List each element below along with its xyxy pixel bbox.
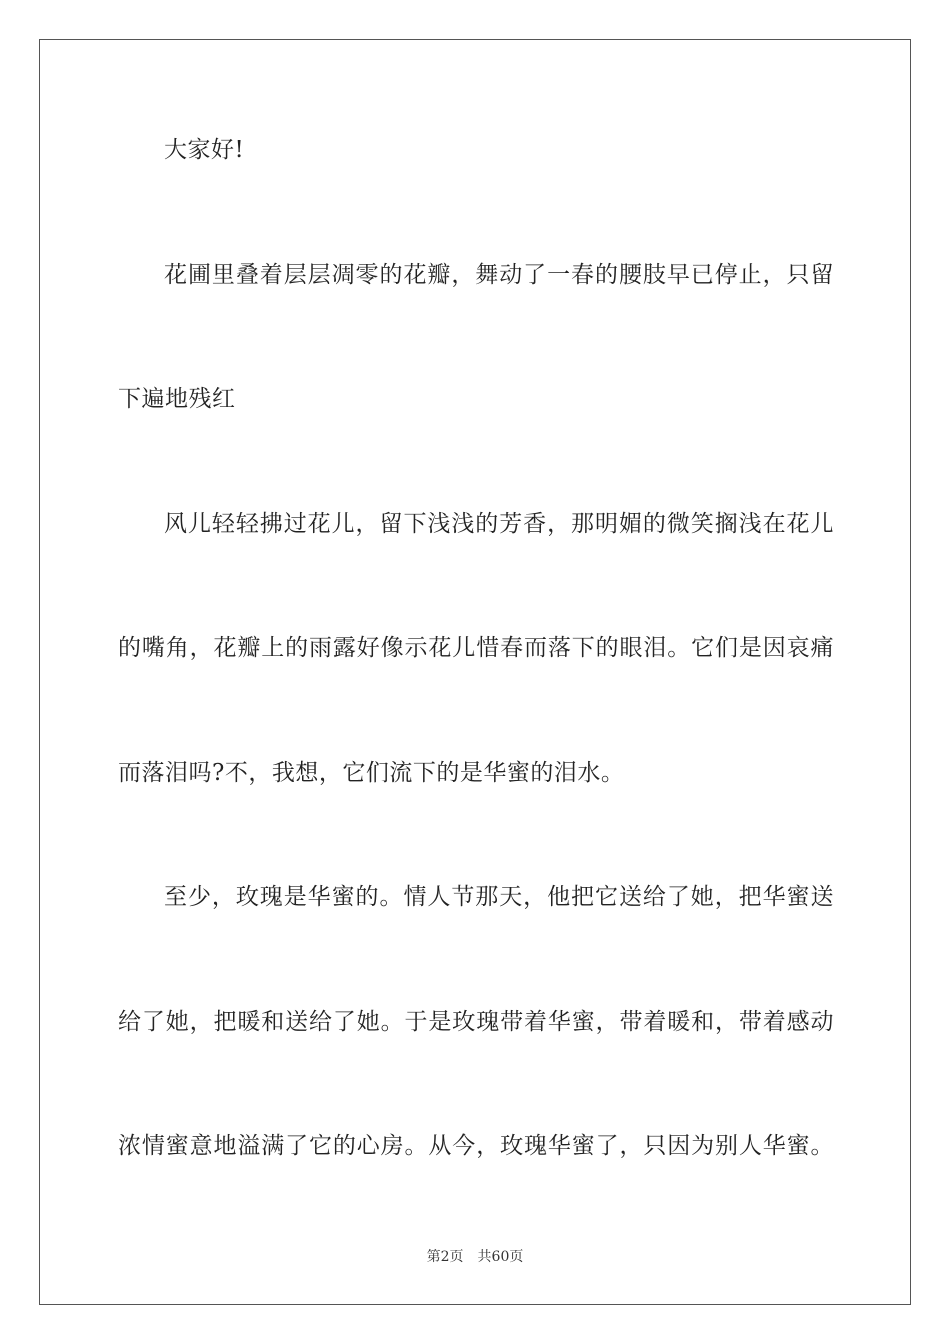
- page-footer: [0, 1247, 950, 1267]
- paragraph-2-line-3: 而落泪吗?不，我想，它们流下的是华蜜的泪水。: [118, 760, 625, 786]
- greeting-line: 大家好!: [164, 137, 245, 163]
- paragraph-1-line-2: 下遍地残红: [118, 386, 236, 412]
- paragraph-3-line-1: 至少，玫瑰是华蜜的。情人节那天，他把它送给了她，把华蜜送: [164, 884, 834, 910]
- total-pages: 共60页: [477, 1249, 524, 1265]
- page-number: 第2页: [426, 1249, 464, 1265]
- paragraph-2-line-1: 风儿轻轻拂过花儿，留下浅浅的芳香，那明媚的微笑搁浅在花儿: [164, 511, 834, 537]
- paragraph-3-line-2: 给了她，把暖和送给了她。于是玫瑰带着华蜜，带着暖和，带着感动: [118, 1009, 834, 1035]
- paragraph-3-line-3: 浓情蜜意地溢满了它的心房。从今，玫瑰华蜜了，只因为别人华蜜。: [118, 1133, 834, 1159]
- page-frame: [39, 39, 911, 1305]
- paragraph-1-line-1: 花圃里叠着层层凋零的花瓣，舞动了一春的腰肢早已停止，只留: [164, 262, 834, 288]
- paragraph-2-line-2: 的嘴角，花瓣上的雨露好像示花儿惜春而落下的眼泪。它们是因哀痛: [118, 635, 834, 661]
